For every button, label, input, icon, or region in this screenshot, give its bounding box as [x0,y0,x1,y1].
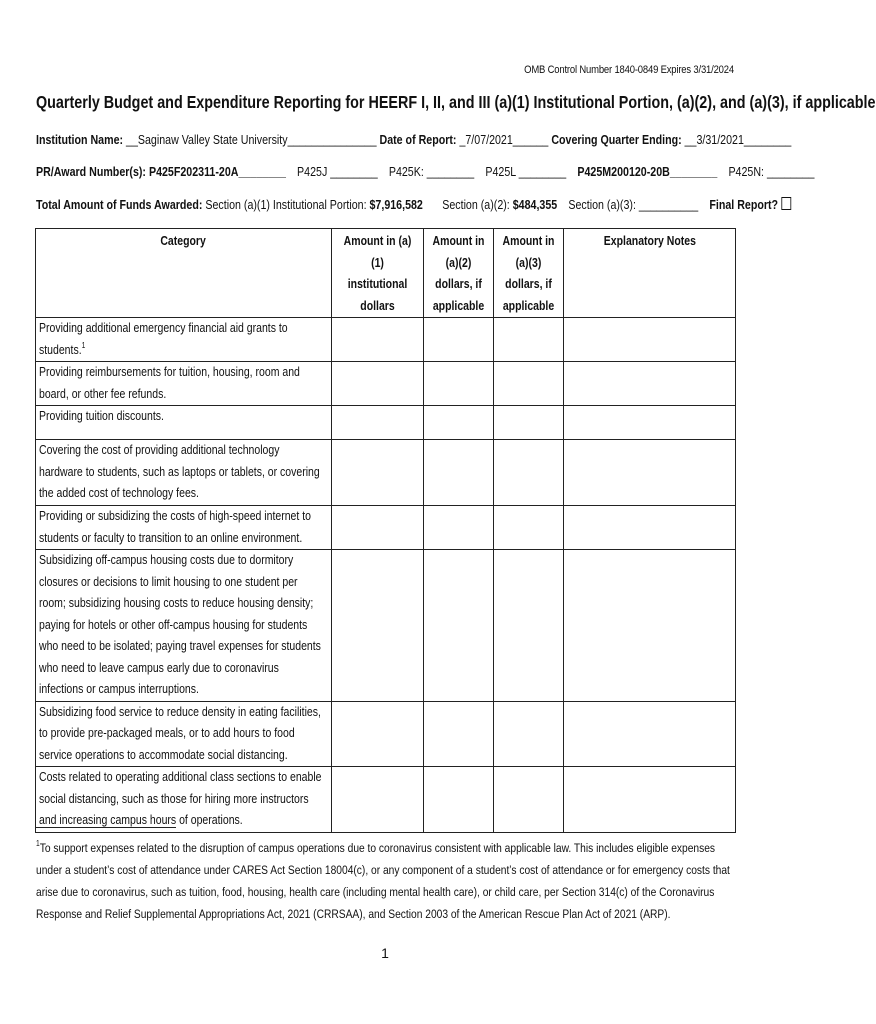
row-category-emergency-grants: Providing additional emergency financial aid grants to students.$^1$ [36,318,332,362]
section-a1-value: $7,916,582 [369,197,423,212]
total-funds-label: Total Amount of Funds Awarded: [36,197,203,212]
cell-amount-a3[interactable] [494,318,564,362]
cell-amount-a2[interactable] [424,767,494,833]
award-number-p425k: P425K: ________ [388,164,475,179]
award-number-p425l: P425L ________ [485,164,567,179]
award-number-label: PR/Award Number(s): [36,164,146,179]
covering-quarter-value: __3/31/2021________ [681,132,792,147]
table-row [36,440,736,506]
cell-amount-a1[interactable] [332,440,424,506]
date-of-report-label: Date of Report: [379,132,457,147]
page-title: Quarterly Budget and Expenditure Reporting for HEERF I, II, and III (a)(1) Institutional Portion, (a)(2), and (a)(3), if applicable [36,92,876,112]
omb-control-number: OMB Control Number 1840-0849 Expires 3/31/2024 [524,64,734,76]
section-a2-value: $484,355 [512,197,558,212]
award-numbers-line [36,164,815,179]
institution-line [36,132,792,147]
row-category-housing: Subsidizing off-campus housing costs due to dormitory closures or decisions to limit housing to one student per room; subsidizing housing costs to reduce housing density; paying for hotels or other off-campus housing for students who need to be isolated; paying travel expenses for students who need to leave campus early due to coronavirus infections or campus interruptions. [36,550,332,702]
institution-name-label: Institution Name: [36,132,124,147]
institution-name-value: __Saginaw Valley State University_______________ [123,132,377,147]
cell-amount-a3[interactable] [494,506,564,550]
award-number-p425m: P425M200120-20B________ [577,164,718,179]
table-row [36,362,736,406]
cell-amount-a2[interactable] [424,506,494,550]
cell-amount-a1[interactable] [332,318,424,362]
cell-amount-a2[interactable] [424,318,494,362]
expenditure-table [35,228,736,833]
award-number-p425f: P425F202311-20A________ [148,164,286,179]
cell-amount-a2[interactable] [424,701,494,767]
table-row [36,767,736,833]
section-a3-label: Section (a)(3): [568,197,639,212]
table-row [36,550,736,702]
cell-notes[interactable] [564,767,736,833]
final-report-label: Final Report? [709,197,779,212]
cell-amount-a2[interactable] [424,406,494,440]
footnote-text: To support expenses related to the disruption of campus operations due to coronavirus consistent with applicable law. This includes eligible expenses under a student’s cost of attendance under CARES Act Section 18004(c), or any component of a student’s cost of attendance or for emergency costs that arise due to coronavirus, such as tuition, food, housing, health care (including mental health care), or child care, per Section 314(c) of the Coronavirus Response and Relief Supplemental Appropriations Act, 2021 (CRRSAA), and Section 2003 of the American Rescue Plan Act of 2021 (ARP). [36,841,730,921]
footnote-ref: 1 [81,340,86,350]
total-funds-line [36,197,779,212]
cell-amount-a2[interactable] [424,362,494,406]
row-category-internet: Providing or subsidizing the costs of high-speed internet to students or faculty to transition to an online environment. [36,506,332,550]
cell-amount-a3[interactable] [494,701,564,767]
covering-quarter-label: Covering Quarter Ending: [551,132,682,147]
cell-amount-a2[interactable] [424,440,494,506]
award-number-p425j: P425J ________ [297,164,378,179]
table-row [36,506,736,550]
final-report-checkbox[interactable] [781,197,791,210]
cell-notes[interactable] [564,440,736,506]
section-a2-label: Section (a)(2): [442,197,513,212]
cell-amount-a3[interactable] [494,362,564,406]
cell-notes[interactable] [564,701,736,767]
date-of-report-value: _7/07/2021______ [456,132,549,147]
cell-amount-a1[interactable] [332,767,424,833]
header-amount-a1: Amount in (a)(1) institutional dollars [332,229,424,318]
table-row [36,318,736,362]
cell-amount-a3[interactable] [494,440,564,506]
section-a1-label: Section (a)(1) Institutional Portion: [202,197,370,212]
header-amount-a3: Amount in (a)(3) dollars, if applicable [494,229,564,318]
header-category: Category [36,229,332,318]
table-header-row [36,229,736,318]
cell-notes[interactable] [564,406,736,440]
cell-notes[interactable] [564,318,736,362]
cell-amount-a3[interactable] [494,406,564,440]
row-category-technology-hardware: Covering the cost of providing additional technology hardware to students, such as laptops or tablets, or covering the added cost of technology fees. [36,440,332,506]
row-category-reimbursements: Providing reimbursements for tuition, housing, room and board, or other fee refunds. [36,362,332,406]
cell-notes[interactable] [564,362,736,406]
header-explanatory-notes: Explanatory Notes [564,229,736,318]
cell-amount-a1[interactable] [332,701,424,767]
cell-amount-a1[interactable] [332,506,424,550]
cell-amount-a3[interactable] [494,550,564,702]
cell-amount-a2[interactable] [424,550,494,702]
cell-notes[interactable] [564,506,736,550]
cell-amount-a1[interactable] [332,362,424,406]
section-a3-value: __________ [638,197,699,212]
footnote [36,837,733,925]
row-category-tuition-discounts: Providing tuition discounts. [36,406,332,440]
cell-amount-a3[interactable] [494,767,564,833]
page-number: 1 [381,945,389,961]
header-amount-a2: Amount in (a)(2) dollars, if applicable [424,229,494,318]
cell-amount-a1[interactable] [332,406,424,440]
row-category-class-sections: Costs related to operating additional class sections to enable social distancing, such as those for hiring more instructors and increasing campus hours of operations. [36,767,332,833]
footnote-separator [36,827,176,828]
cell-notes[interactable] [564,550,736,702]
footnote-marker: 1 [36,839,40,848]
award-number-p425n: P425N: ________ [728,164,815,179]
table-row [36,406,736,440]
row-category-food-service: Subsidizing food service to reduce density in eating facilities, to provide pre-packaged meals, or to add hours to food service operations to accommodate social distancing. [36,701,332,767]
cell-amount-a1[interactable] [332,550,424,702]
table-row [36,701,736,767]
